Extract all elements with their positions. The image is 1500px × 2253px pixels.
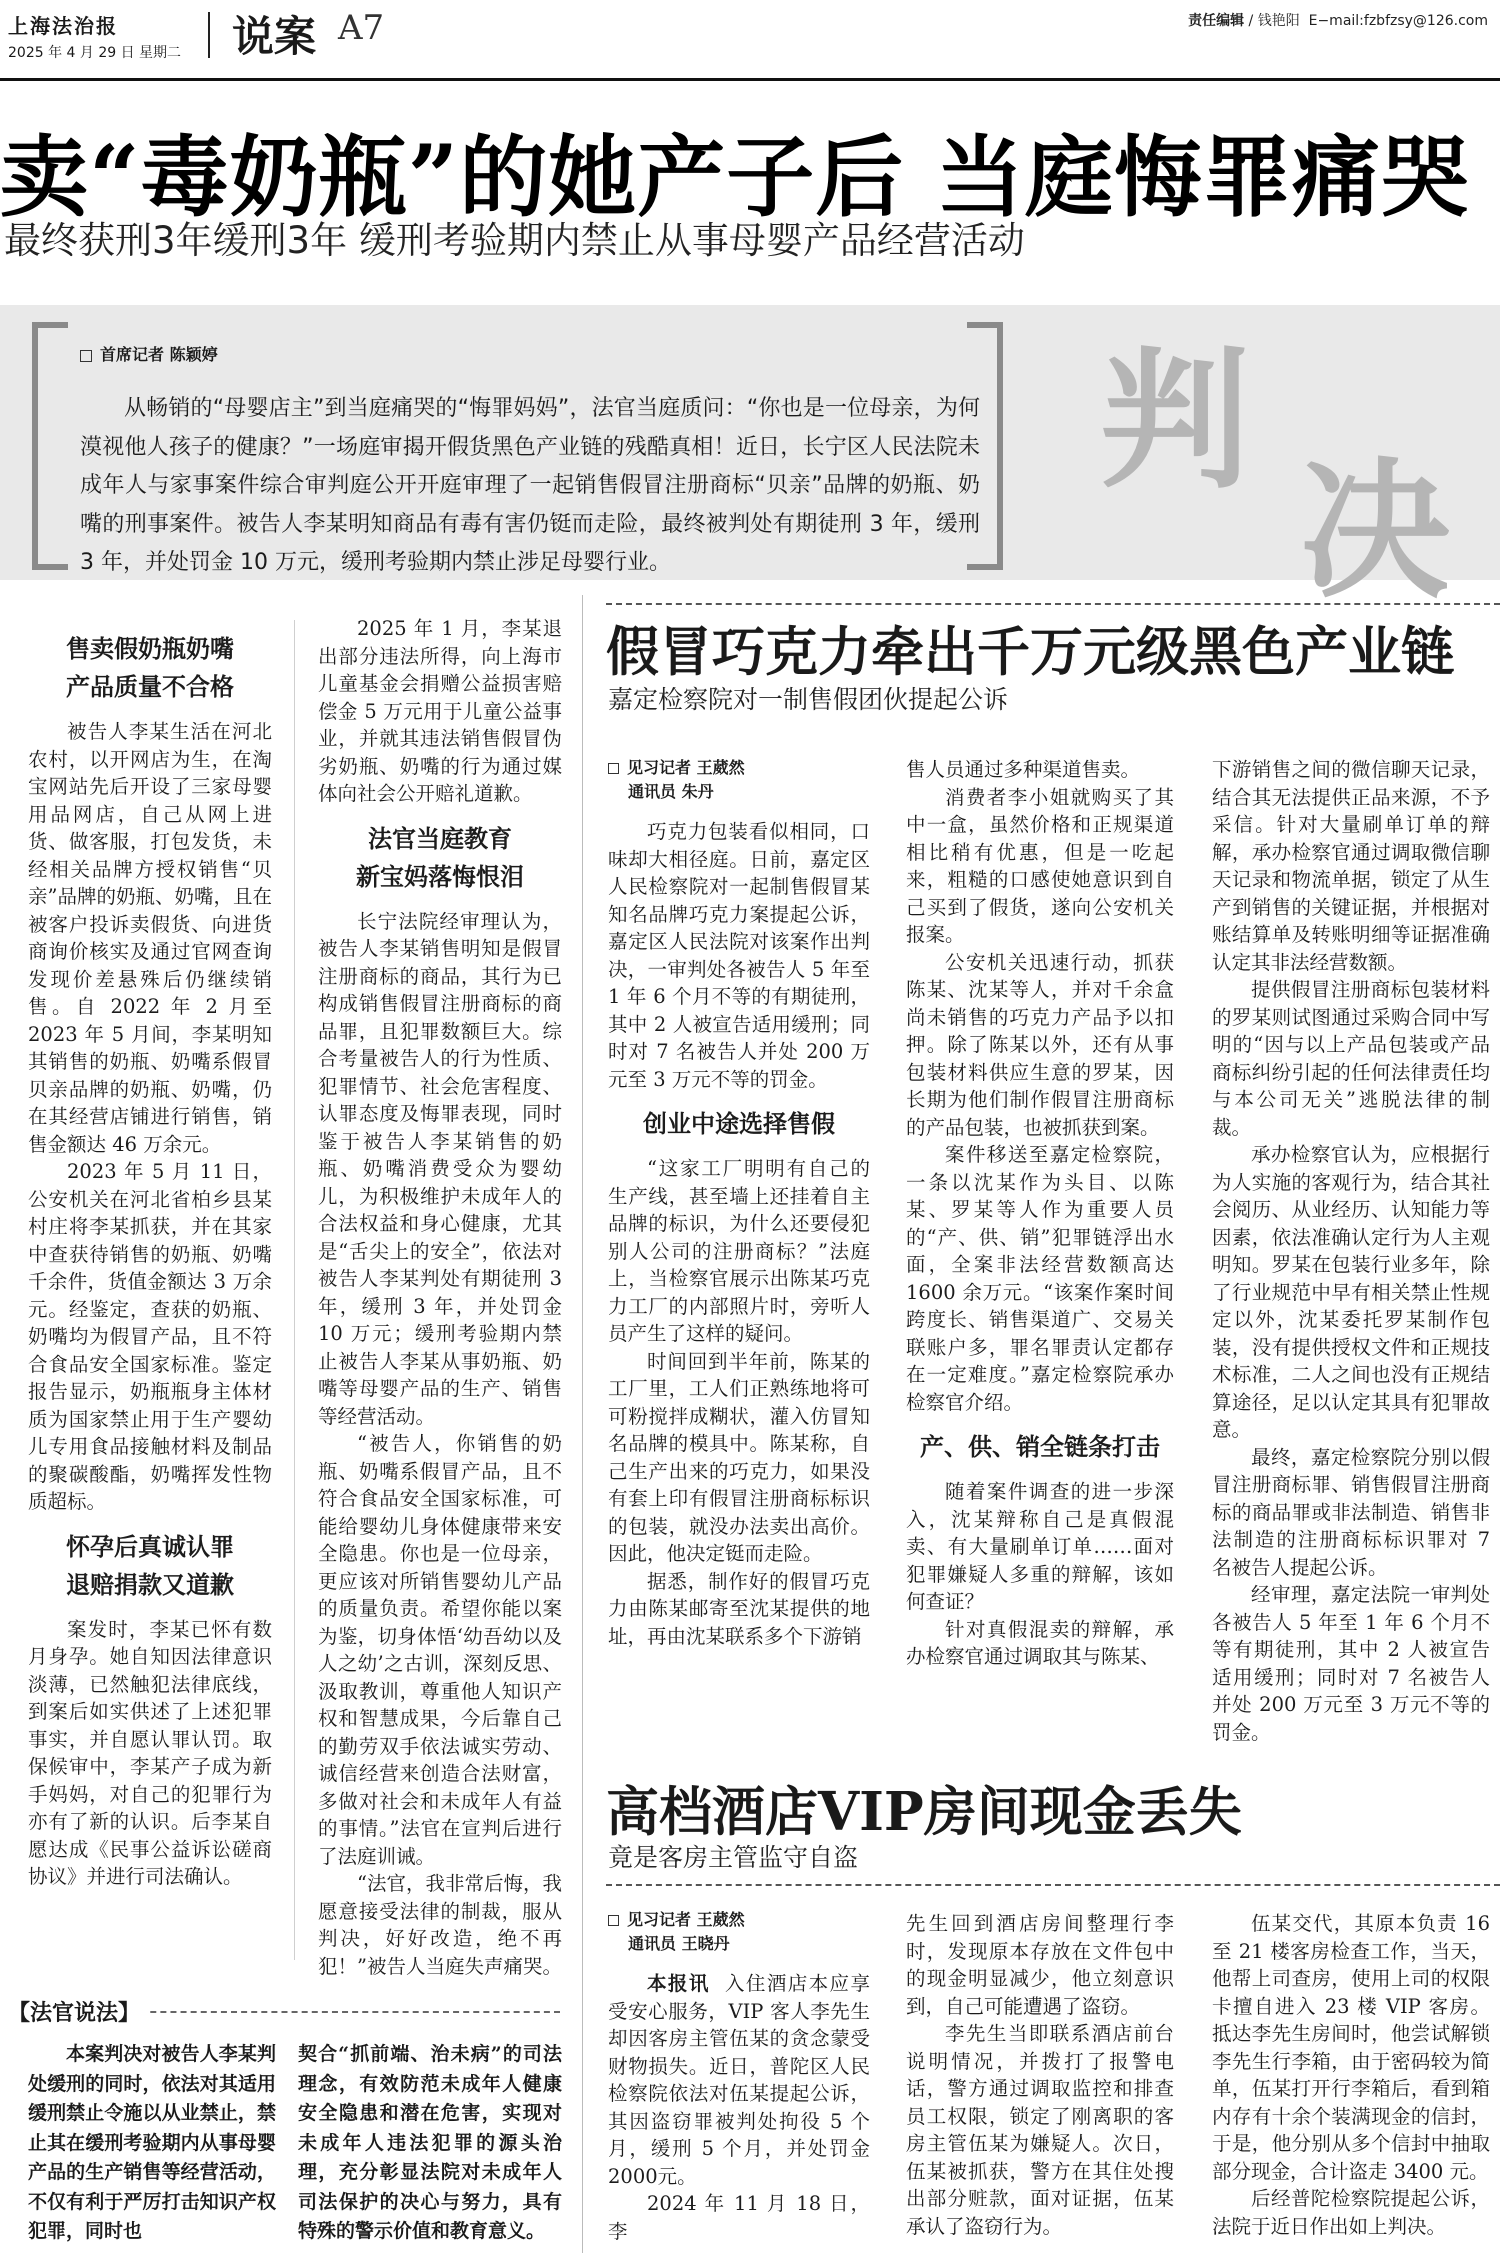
article3-column-2 [906, 1910, 1174, 2240]
main-paragraph: “被告人，你销售的奶瓶、奶嘴系假冒产品，且不符合食品安全国家标准，可能给婴幼儿身体健康带来安全隐患。你也是一位母亲，更应该对所销售婴幼儿产品的质量负责。希望你能以案为鉴，切身体悟‘幼吾幼以及人之幼’之古训，深刻反思、汲取教训，尊重他人知识产权和智慧成果，今后靠自己的勤劳双手依法诚实劳动、诚信经营来创造合法财富，多做对社会和未成年人有益的事情。”法官在宣判后进行了法庭训诫。 [318, 1432, 562, 1868]
article2-paragraph: 巧克力包装看似相同，口味却大相径庭。日前，嘉定区人民检察院对一起制售假冒某知名品牌巧克力案提起公诉，嘉定区人民法院对该案作出判决，一审判处各被告人 5 年至 1 年 6 个月不等的有期徒刑，其中 2 人被宣告适用缓刑；同时对 7 名被告人并处 200 万元至 3 万元不等的罚金。 [608, 820, 870, 1091]
main-subtitle-2-line-1: 怀孕后真诚认罪 [66, 1532, 234, 1561]
byline-square-icon [80, 350, 92, 362]
article3-paragraph: 后经普陀检察院提起公诉，法院于近日作出如上判决。 [1212, 2187, 1490, 2238]
article2-subtitle-2: 产、供、销全链条打击 [920, 1433, 1160, 1461]
judge-column-2 [298, 2040, 562, 2247]
page-number: A7 [338, 8, 385, 48]
issue-date: 2025 年 4 月 29 日 星期二 [8, 45, 182, 61]
main-subtitle-2 [28, 1528, 272, 1604]
article2-paragraph: “这家工厂明明有自己的生产线，甚至墙上还挂着自主品牌的标识，为什么还要侵犯别人公司的注册商标？”法庭上，当检察官展示出陈某巧克力工厂的内部照片时，旁听人员产生了这样的疑问。 [608, 1157, 870, 1345]
main-subhead: 最终获刑3年缓刑3年 缓刑考验期内禁止从事母婴产品经营活动 [4, 219, 1025, 262]
main-paragraph: 被告人李某生活在河北农村，以开网店为生，在淘宝网站先后开设了三家母婴用品网店，自己从网上进货、做客服，打包发货，未经相关品牌方授权销售“贝亲”品牌的奶瓶、奶嘴，且在被客户投诉卖假货、向进货商询价核实及通过官网查询发现价差悬殊后仍继续销售。自 2022 年 2 月至 2023 年 5 月间，李某明知其销售的奶瓶、奶嘴系假冒贝亲品牌的奶瓶、奶嘴，仍在其经营店铺进行销售，销售金额达 46 万余元。 [28, 720, 272, 1156]
article2-paragraph: 据悉，制作好的假冒巧克力由陈某邮寄至沈某提供的地址，再由沈某联系多个下游销 [608, 1569, 870, 1648]
article2-column-3 [1212, 756, 1490, 1746]
paper-logo: 上海法治报 [8, 14, 118, 38]
byline-square-icon [608, 763, 619, 774]
article2-column-2 [906, 756, 1174, 1671]
article3-paragraph [608, 1970, 870, 2190]
article2-byline-1-text: 见习记者 王葳然 [627, 758, 745, 777]
article2-paragraph: 公安机关迅速行动，抓获陈某、沈某等人，并对千余盒尚未销售的巧克力产品予以扣押。除了陈某以外，还有从事包装材料供应生意的罗某，因长期为他们制作假冒注册商标的产品包装，也被抓获到案。 [906, 950, 1174, 1139]
article2-paragraph: 经审理，嘉定法院一审判处各被告人 5 年至 1 年 6 个月不等有期徒刑，其中 2 人被宣告适用缓刑；同时对 7 名被告人并处 200 万元至 3 万元不等的罚金。 [1212, 1583, 1490, 1744]
main-subtitle-1-line-1: 售卖假奶瓶奶嘴 [66, 635, 234, 663]
article3-paragraph: 2024 年 11 月 18 日，李 [608, 2192, 870, 2243]
judge-box-label: 【法官说法】 [8, 1996, 148, 2027]
editor-name: 钱艳阳 [1257, 13, 1300, 29]
article3-lead-tag: 本报讯 [647, 1972, 710, 1995]
main-byline [80, 342, 218, 365]
article2-byline-2: 通讯员 朱丹 [628, 782, 714, 801]
article2-top-rule [606, 603, 1500, 605]
article3-top-rule [606, 1884, 1500, 1886]
article3-title: 高档酒店VIP房间现金丢失 [606, 1781, 1242, 1843]
calligraphy-char-1: 判 [1100, 333, 1251, 509]
article2-paragraph: 随着案件调查的进一步深入，沈某辩称自己是真假混卖、有大量刷单订单……面对犯罪嫌疑人多重的辩解，该如何查证？ [906, 1480, 1174, 1613]
byline-square-icon [608, 1915, 619, 1926]
article2-subtitle: 嘉定检察院对一制售假团伙提起公诉 [608, 685, 1009, 714]
article3-column-1 [608, 1908, 870, 2245]
article2-paragraph: 时间回到半年前，陈某的工厂里，工人们正熟练地将可可粉搅拌成糊状，灌入仿冒知名品牌的模具中。陈某称，自己生产出来的巧克力，如果没有套上印有假冒注册商标标识的包装，就没办法卖出高价。因此，他决定铤而走险。 [608, 1349, 870, 1565]
lede-bracket-left [32, 322, 68, 570]
article2-byline-1 [608, 756, 870, 780]
article2-title: 假冒巧克力牵出千万元级黑色产业链 [606, 621, 1454, 683]
masthead-divider [208, 12, 210, 58]
article2-paragraph: 下游销售之间的微信聊天记录，结合其无法提供正品来源，不予采信。针对大量刷单订单的辩解，承办检察官通过调取微信聊天记录和物流单据，锁定了从生产到销售的关键证据，并根据对账结算单及转账明细等证据准确认定其非法经营数额。 [1212, 758, 1490, 974]
article2-column-1 [608, 756, 870, 1650]
article3-lead-text: 入住酒店本应享受安心服务，VIP 客人李先生却因客房主管伍某的贪念蒙受财物损失。近日，普陀区人民检察院依法对伍某提起公诉，其因盗窃罪被判处拘役 5 个月，缓刑 5 个月，并处罚金 2000元。 [608, 1972, 870, 2188]
article2-paragraph: 承办检察官认为，应根据行为人实施的客观行为，结合其社会阅历、从业经历、认知能力等因素，依法准确认定行为人主观明知。罗某在包装行业多年，除了行业规范中早有相关禁止性规定以外，沈某委托罗某制作包装，没有提供授权文件和正规技术标准，二人之间也没有正规结算途径，足以认定其具有犯罪故意。 [1212, 1143, 1490, 1441]
article3-column-3 [1212, 1910, 1490, 2240]
main-lede: 从畅销的“母婴店主”到当庭痛哭的“悔罪妈妈”，法官当庭质问：“你也是一位母亲，为何漠视他人孩子的健康？”一场庭审揭开假货黑色产业链的残酷真相！近日，长宁区人民法院未成年人与家事案件综合审判庭公开开庭审理了一起销售假冒注册商标“贝亲”品牌的奶瓶、奶嘴的刑事案件。被告人李某明知商品有毒有害仍铤而走险，最终被判处有期徒刑 3 年，缓刑 3 年，并处罚金 10 万元，缓刑考验期内禁止涉足母婴行业。 [80, 396, 980, 575]
main-subtitle-1-line-2: 产品质量不合格 [66, 673, 234, 701]
section-name: 说案 [232, 12, 317, 61]
article3-subtitle: 竟是客房主管监守自盗 [608, 1843, 859, 1872]
main-paragraph: 2025 年 1 月，李某退出部分违法所得，向上海市儿童基金会捐赠公益损害赔偿金 5 万元用于儿童公益事业，并就其违法销售假冒伪劣奶瓶、奶嘴的行为通过媒体向社会公开赔礼道歉。 [318, 617, 562, 805]
editor-email: E−mail:fzbfzsy@126.com [1308, 13, 1488, 29]
main-subtitle-2-line-2: 退赔捐款又道歉 [66, 1570, 234, 1599]
article2-paragraph: 售人员通过多种渠道售卖。 [906, 758, 1141, 781]
calligraphy-decoration [1060, 310, 1500, 619]
article3-paragraph: 先生回到酒店房间整理行李时，发现原本存放在文件包中的现金明显减少，他立刻意识到，自己可能遭遇了盗窃。 [906, 1912, 1174, 2018]
article3-byline-2: 通讯员 王晓丹 [628, 1934, 730, 1953]
article2-paragraph: 提供假冒注册商标包装材料的罗某则试图通过采购合同中写明的“因与以上产品包装或产品商标纠纷引起的任何法律责任均与本公司无关”逃脱法律的制裁。 [1212, 978, 1490, 1139]
article3-paragraph: 李先生当即联系酒店前台说明情况，并拨打了报警电话，警方通过调取监控和排查员工权限，锁定了刚离职的客房主管伍某为嫌疑人。次日，伍某被抓获，警方在其住处搜出部分赃款，面对证据，伍某承认了盗窃行为。 [906, 2022, 1174, 2238]
main-headline: 卖“毒奶瓶”的她产子后 当庭悔罪痛哭 [0, 125, 1470, 229]
judge-dashed-rule [120, 2011, 560, 2013]
main-subtitle-3-line-2: 新宝妈落悔恨泪 [356, 862, 524, 891]
calligraphy-char-2: 决 [1300, 443, 1451, 619]
editor-label: 责任编辑 [1188, 13, 1245, 29]
article2-paragraph: 案件移送至嘉定检察院，一条以沈某作为头目、以陈某、罗某等人作为重要人员的“产、供、销”犯罪链浮出水面，全案非法经营数额高达 1600 余万元。“该案作案时间跨度长、销售渠道广、交易关联账户多，罪名罪责认定都存在一定难度。”嘉定检察院承办检察官介绍。 [906, 1143, 1174, 1414]
main-subtitle-3-line-1: 法官当庭教育 [368, 824, 512, 853]
article2-paragraph: 最终，嘉定检察院分别以假冒注册商标罪、销售假冒注册商标的商品罪或非法制造、销售非法制造的注册商标标识罪对 7 名被告人提起公诉。 [1212, 1445, 1490, 1579]
judge-column-1 [28, 2040, 276, 2247]
editor-credit: 责任编辑 / 钱艳阳 E−mail:fzbfzsy@126.com [1188, 13, 1488, 29]
main-column-1 [28, 630, 272, 1891]
section-rule [582, 595, 583, 2253]
main-subtitle-1 [28, 630, 272, 706]
column-rule [294, 620, 295, 1960]
main-column-2 [318, 615, 562, 1980]
judge-paragraph: 本案判决对被告人李某判处缓刑的同时，依法对其适用缓刑禁止令施以从业禁止，禁止其在缓刑考验期内从事母婴产品的生产销售等经营活动，不仅有利于严厉打击知识产权犯罪，同时也 [28, 2043, 276, 2242]
article2-paragraph: 针对真假混卖的辩解，承办检察官通过调取其与陈某、 [906, 1617, 1174, 1668]
main-paragraph: 2023 年 5 月 11 日，公安机关在河北省柏乡县某村庄将李某抓获，并在其家中查获待销售的奶瓶、奶嘴千余件，货值金额达 3 万余元。经鉴定，查获的奶瓶、奶嘴均为假冒产品，且不符合食品安全国家标准。鉴定报告显示，奶瓶瓶身主体材质为国家禁止用于生产婴幼儿专用食品接触材料及制品的聚碳酸酯，奶嘴挥发性物质超标。 [28, 1160, 272, 1513]
article3-byline-1-text: 见习记者 王葳然 [627, 1910, 745, 1929]
main-subtitle-3 [318, 820, 562, 896]
main-paragraph: 长宁法院经审理认为，被告人李某销售明知是假冒注册商标的商品，其行为已构成销售假冒注册商标的商品罪，且犯罪数额巨大。综合考量被告人的行为性质、犯罪情节、社会危害程度、认罪态度及悔罪表现，同时鉴于被告人李某销售的奶瓶、奶嘴消费受众为婴幼儿，为积极维护未成年人的合法权益和身心健康，尤其是“舌尖上的安全”，依法对被告人李某判处有期徒刑 3 年，缓刑 3 年，并处罚金 10 万元；缓刑考验期内禁止被告人李某从事奶瓶、奶嘴等母婴产品的生产、销售等经营活动。 [318, 909, 562, 1428]
main-byline-text: 首席记者 陈颖婷 [100, 345, 218, 364]
masthead-rule [0, 78, 1500, 81]
main-paragraph: 案发时，李某已怀有数月身孕。她自知因法律意识淡薄，已然触犯法律底线，到案后如实供述了上述犯罪事实，并自愿认罪认罚。取保候审中，李某产子成为新手妈妈，对自己的犯罪行为亦有了新的认识。后李某自愿达成《民事公益诉讼磋商协议》并进行司法确认。 [28, 1617, 272, 1888]
article3-paragraph: 伍某交代，其原本负责 16 至 21 楼客房检查工作，当天，他帮上司查房，使用上司的权限卡擅自进入 23 楼 VIP 客房。抵达李先生房间时，他尝试解锁李先生行李箱，由于密码较为简单，伍某打开行李箱后，看到箱内存有十余个装满现金的信封，于是，他分别从多个信封中抽取部分现金，合计盗走 3400 元。 [1212, 1912, 1490, 2183]
main-paragraph: “法官，我非常后悔，我愿意接受法律的制裁，服从判决，好好改造，绝不再犯！”被告人当庭失声痛哭。 [318, 1872, 562, 1978]
article2-subtitle-1: 创业中途选择售假 [643, 1110, 835, 1138]
article2-paragraph: 消费者李小姐就购买了其中一盒，虽然价格和正规渠道相比稍有优惠，但是一吃起来，粗糙的口感使她意识到自己买到了假货，遂向公安机关报案。 [906, 785, 1174, 946]
article3-byline-1 [608, 1908, 870, 1932]
judge-paragraph: 契合“抓前端、治未病”的司法理念，有效防范未成年人健康安全隐患和潜在危害，实现对未成年人违法犯罪的源头治理，充分彰显法院对未成年人司法保护的决心与努力，具有特殊的警示价值和教育意义。 [298, 2043, 562, 2242]
